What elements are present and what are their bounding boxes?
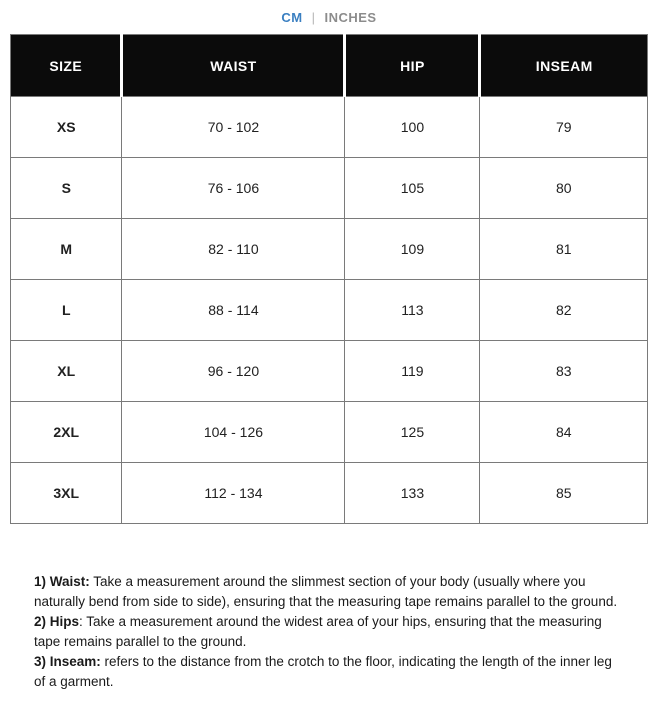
- waist-cell: 96 - 120: [122, 341, 345, 402]
- inseam-cell: 84: [480, 402, 648, 463]
- inseam-cell: 79: [480, 97, 648, 158]
- unit-option-cm[interactable]: CM: [281, 10, 303, 25]
- table-row: [11, 341, 648, 402]
- size-cell: L: [11, 280, 122, 341]
- waist-cell: 76 - 106: [122, 158, 345, 219]
- table-row: [11, 280, 648, 341]
- hip-cell: 109: [345, 219, 480, 280]
- hip-cell: 125: [345, 402, 480, 463]
- size-cell: XL: [11, 341, 122, 402]
- size-cell: 3XL: [11, 463, 122, 524]
- note-hips: [34, 612, 624, 652]
- table-header-row: [11, 35, 648, 97]
- inseam-cell: 83: [480, 341, 648, 402]
- inseam-cell: 81: [480, 219, 648, 280]
- note-waist: [34, 572, 624, 612]
- hip-cell: 113: [345, 280, 480, 341]
- column-header-size: SIZE: [11, 35, 122, 97]
- table-row: [11, 97, 648, 158]
- waist-cell: 112 - 134: [122, 463, 345, 524]
- measurement-notes: [34, 572, 624, 692]
- table-row: [11, 402, 648, 463]
- column-header-inseam: INSEAM: [480, 35, 648, 97]
- hip-cell: 100: [345, 97, 480, 158]
- unit-toggle: [0, 0, 658, 25]
- note-inseam-label: 3) Inseam:: [34, 654, 101, 669]
- table-row: [11, 219, 648, 280]
- size-cell: S: [11, 158, 122, 219]
- note-inseam: [34, 652, 624, 692]
- note-waist-label: 1) Waist:: [34, 574, 90, 589]
- hip-cell: 119: [345, 341, 480, 402]
- note-waist-text: Take a measurement around the slimmest section of your body (usually where you naturally bend from side to side), ensuring that the measuring tape remains parallel to the ground.: [34, 574, 618, 609]
- unit-option-inches[interactable]: INCHES: [324, 10, 377, 25]
- waist-cell: 70 - 102: [122, 97, 345, 158]
- size-table: [10, 34, 648, 524]
- table-body: [11, 97, 648, 524]
- inseam-cell: 80: [480, 158, 648, 219]
- unit-separator: |: [311, 10, 316, 25]
- waist-cell: 88 - 114: [122, 280, 345, 341]
- size-cell: 2XL: [11, 402, 122, 463]
- column-header-waist: WAIST: [122, 35, 345, 97]
- waist-cell: 82 - 110: [122, 219, 345, 280]
- note-inseam-text: refers to the distance from the crotch to the floor, indicating the length of the inner leg of a garment.: [34, 654, 612, 689]
- size-cell: M: [11, 219, 122, 280]
- hip-cell: 133: [345, 463, 480, 524]
- inseam-cell: 82: [480, 280, 648, 341]
- note-hips-label: 2) Hips: [34, 614, 80, 629]
- waist-cell: 104 - 126: [122, 402, 345, 463]
- note-hips-text: : Take a measurement around the widest area of your hips, ensuring that the measuring tape remains parallel to the ground.: [34, 614, 602, 649]
- column-header-hip: HIP: [345, 35, 480, 97]
- hip-cell: 105: [345, 158, 480, 219]
- size-cell: XS: [11, 97, 122, 158]
- table-row: [11, 463, 648, 524]
- table-row: [11, 158, 648, 219]
- inseam-cell: 85: [480, 463, 648, 524]
